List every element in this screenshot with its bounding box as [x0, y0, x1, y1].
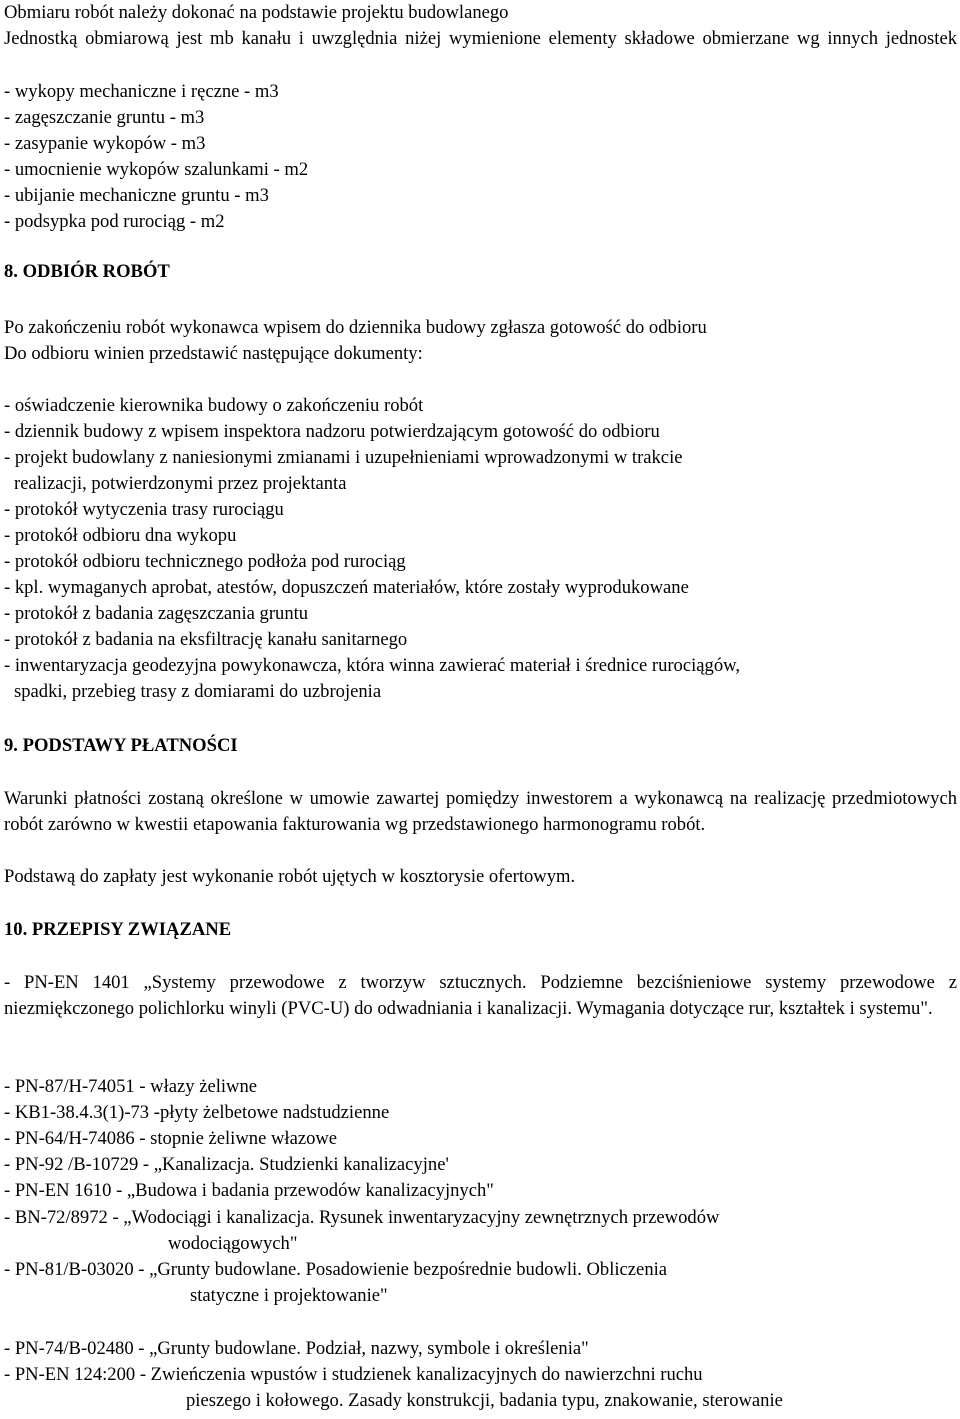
list-item: - dziennik budowy z wpisem inspektora nadzoru potwierdzającym gotowość do odbioru: [4, 421, 660, 442]
list-item: - protokół wytyczenia trasy rurociągu: [4, 499, 284, 520]
list-item: - kpl. wymaganych aprobat, atestów, dopuszczeń materiałów, które zostały wyprodukowane: [4, 577, 689, 598]
list-item: - protokół odbioru technicznego podłoża pod rurociąg: [4, 551, 406, 572]
list-item: - wykopy mechaniczne i ręczne - m3: [4, 81, 279, 102]
list-item: - inwentaryzacja geodezyjna powykonawcza, która winna zawierać materiał i średnice rurociągów,: [4, 655, 740, 676]
list-item: - podsypka pod rurociąg - m2: [4, 211, 225, 232]
list-item: - PN-74/B-02480 - „Grunty budowlane. Podział, nazwy, symbole i określenia": [4, 1338, 589, 1359]
list-item: - KB1-38.4.3(1)-73 -płyty żelbetowe nadstudzienne: [4, 1102, 390, 1123]
section-heading-10: 10. PRZEPISY ZWIĄZANE: [4, 919, 232, 940]
list-item: - zasypanie wykopów - m3: [4, 133, 206, 154]
list-item-continuation: pieszego i kołowego. Zasady konstrukcji, badania typu, znakowanie, sterowanie: [186, 1390, 783, 1411]
measurement-unit-text: Jednostką obmiarową jest mb kanału i uwzględnia niżej wymienione elementy składowe obmierzane wg innych jednostek: [4, 28, 957, 49]
measurement-basis-text: Obmiaru robót należy dokonać na podstawie projektu budowlanego: [4, 2, 509, 23]
list-item: - PN-87/H-74051 - włazy żeliwne: [4, 1076, 258, 1097]
list-item: - PN-81/B-03020 - „Grunty budowlane. Posadowienie bezpośrednie budowli. Obliczenia: [4, 1259, 668, 1280]
section-heading-9: 9. PODSTAWY PŁATNOŚCI: [4, 735, 238, 756]
paragraph: Do odbioru winien przedstawić następujące dokumenty:: [4, 343, 423, 364]
list-item: - PN-EN 1610 - „Budowa i badania przewodów kanalizacyjnych": [4, 1180, 494, 1201]
list-item: - BN-72/8972 - „Wodociągi i kanalizacja. Rysunek inwentaryzacyjny zewnętrznych przewodów: [4, 1207, 720, 1228]
list-item: - zagęszczanie gruntu - m3: [4, 107, 205, 128]
list-item: - projekt budowlany z naniesionymi zmianami i uzupełnieniami wprowadzonymi w trakcie: [4, 447, 683, 468]
list-item: - protokół z badania zagęszczania gruntu: [4, 603, 309, 624]
list-item: - ubijanie mechaniczne gruntu - m3: [4, 185, 269, 206]
list-item: - PN-92 /B-10729 - „Kanalizacja. Studzienki kanalizacyjne': [4, 1154, 449, 1175]
list-item: - protokół odbioru dna wykopu: [4, 525, 237, 546]
list-item-continuation: realizacji, potwierdzonymi przez projektanta: [14, 473, 347, 494]
paragraph: Podstawą do zapłaty jest wykonanie robót ujętych w kosztorysie ofertowym.: [4, 866, 576, 887]
list-item: - oświadczenie kierownika budowy o zakończeniu robót: [4, 395, 424, 416]
list-item-continuation: spadki, przebieg trasy z domiarami do uzbrojenia: [14, 681, 382, 702]
list-item: - protokół z badania na eksfiltrację kanału sanitarnego: [4, 629, 408, 650]
list-item-continuation: statyczne i projektowanie": [190, 1285, 388, 1306]
list-item: - umocnienie wykopów szalunkami - m2: [4, 159, 309, 180]
paragraph: - PN-EN 1401 „Systemy przewodowe z tworzyw sztucznych. Podziemne bezciśnieniowe systemy przewodowe z niezmiękczonego polichlorku winyli (PVC-U) do odwadniania i kanalizacji. Wymagania dotyczące rur, kształtek i systemu".: [4, 972, 957, 1020]
paragraph: Po zakończeniu robót wykonawca wpisem do dziennika budowy zgłasza gotowość do odbioru: [4, 317, 707, 338]
section-heading-8: 8. ODBIÓR ROBÓT: [4, 261, 170, 282]
paragraph: Warunki płatności zostaną określone w umowie zawartej pomiędzy inwestorem a wykonawcą na realizację przedmiotowych robót zarówno w kwestii etapowania fakturowania wg przedstawionego harmonogramu robót.: [4, 788, 957, 836]
list-item: - PN-64/H-74086 - stopnie żeliwne włazowe: [4, 1128, 338, 1149]
list-item: - PN-EN 124:200 - Zwieńczenia wpustów i studzienek kanalizacyjnych do nawierzchni ruchu: [4, 1364, 703, 1385]
list-item-continuation: wodociągowych": [168, 1233, 298, 1254]
